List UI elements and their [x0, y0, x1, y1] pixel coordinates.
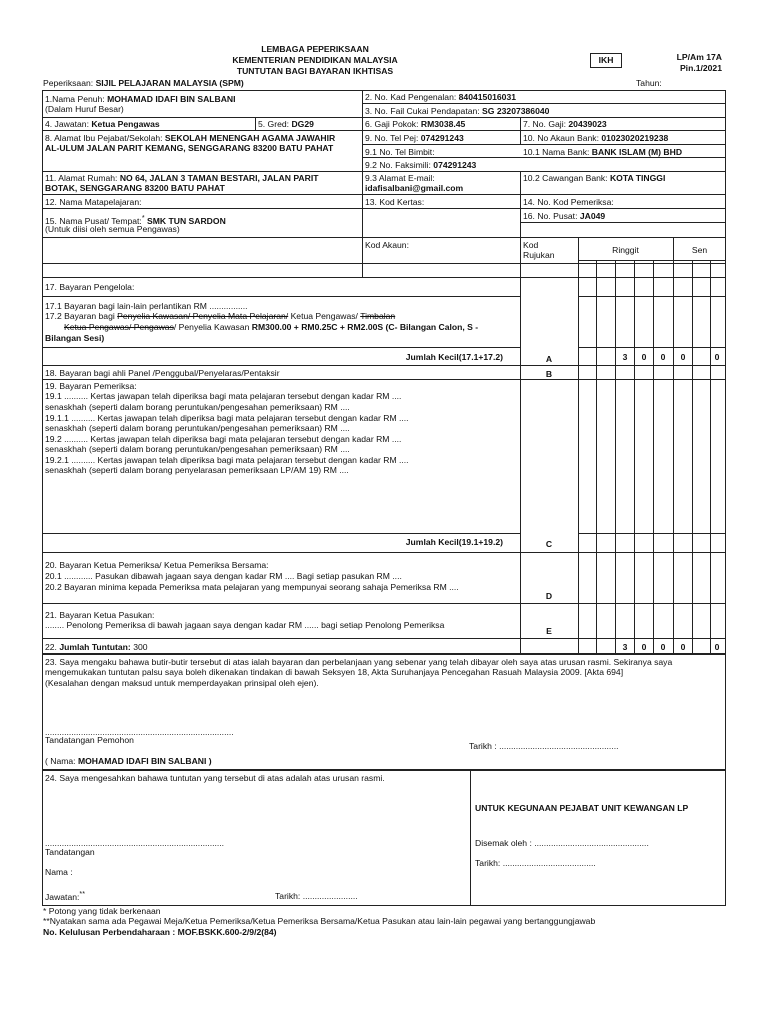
tax-field: 3. No. Fail Cukai Pendapatan: SG 23207386040 — [365, 106, 550, 116]
ic-field: 2. No. Kad Pengenalan: 840415016031 — [365, 92, 517, 102]
sec21-1: ........ Penolong Pemeriksa di bawah jagaan saya dengan kadar RM ...... bagi setiap Penolong Pemeriksa — [45, 620, 445, 630]
code-c: C — [545, 539, 553, 549]
total-digit: 0 — [660, 642, 666, 652]
ikh-box: IKH — [590, 53, 622, 68]
total-digit: 0 — [680, 642, 686, 652]
total-digit: 3 — [622, 642, 628, 652]
code-a: A — [545, 354, 553, 364]
account-code-label: Kod Akaun: — [365, 240, 409, 250]
sec17-digit: 3 — [622, 352, 628, 362]
office-address-line2: AL-ULUM JALAN PARIT KEMANG, SENGGARANG 83200 BATU PAHAT — [45, 143, 334, 153]
grade-field: 5. Gred: DG29 — [258, 119, 314, 129]
sen-header: Sen — [691, 245, 708, 255]
sec19-line: 19.1.1 .......... Kertas jawapan telah diperiksa bagi mata pelajaran tersebut dengan kadar RM .... — [45, 413, 409, 423]
sec19-line: 19.2.1 .......... Kertas jawapan telah diperiksa bagi mata pelajaran tersebut dengan kadar RM .... — [45, 455, 409, 465]
applicant-signature-label: Tandatangan Pemohon — [45, 735, 134, 745]
sec20-1: 20.1 ............ Pasukan dibawah jagaan saya dengan kadar RM .... Bagi setiap pasukan RM .... — [45, 571, 402, 581]
sec19-line: 19.2 .......... Kertas jawapan telah diperiksa bagi mata pelajaran tersebut dengan kadar RM .... — [45, 434, 402, 444]
sec19-line: senaskhah (seperti dalam borang peruntukan/pengesahan pemeriksaan) RM .... — [45, 402, 350, 412]
declaration-line: 23. Saya mengaku bahawa butir-butir tersebut di atas ialah bayaran dan perbelanjaan yang sebenar yang telah dibayar oleh saya atas urusan rasmi. Sekiranya saya — [45, 657, 673, 667]
bank-branch-field: 10.2 Cawangan Bank: KOTA TINGGI — [523, 173, 666, 183]
centre-note: (Untuk diisi oleh semua Pengawas) — [45, 224, 180, 234]
total-digit: 0 — [714, 642, 720, 652]
email-value: idafisalbani@gmail.com — [365, 183, 464, 193]
signature-dots: ............................................................................... — [45, 727, 234, 737]
sec19-title: 19. Bayaran Pemeriksa: — [45, 381, 137, 391]
applicant-name-field: ( Nama: MOHAMAD IDAFI BIN SALBANI ) — [45, 756, 212, 766]
certifier-date-label: Tarikh: ....................... — [275, 891, 358, 901]
declaration-line: (Kesalahan dengan maksud untuk memperdayakan prinsipal oleh ejen). — [45, 678, 319, 688]
year-label: Tahun: — [636, 78, 662, 88]
sec17-1: 17.1 Bayaran bagi lain-lain perlantikan RM ................ — [45, 301, 248, 311]
salary-no-field: 7. No. Gaji: 20439023 — [523, 119, 607, 129]
checked-by-label: Disemak oleh : ................................................ — [475, 838, 649, 848]
sec21-title: 21. Bayaran Ketua Pasukan: — [45, 610, 155, 620]
declaration-line: mengemukakan tuntutan palsu saya boleh dikenakan tindakan di bawah Seksyen 18, Akta Suruhanjaya Pencegahan Rasuah Malaysia 2009. [Akta 694] — [45, 667, 624, 677]
code-b: B — [545, 369, 553, 379]
bank-name-field: 10.1 Nama Bank: BANK ISLAM (M) BHD — [523, 147, 683, 157]
exam-value: SIJIL PELAJARAN MALAYSIA (SPM) — [95, 78, 244, 88]
sec19-line: senaskhah (seperti dalam borang peruntukan/pengesahan pemeriksaan) RM .... — [45, 444, 350, 454]
office-date-label: Tarikh: ....................................... — [475, 858, 596, 868]
certifier-post-label: Jawatan:** — [45, 890, 85, 902]
sec17-digit: 0 — [680, 352, 686, 362]
centre-field: 15. Nama Pusat/ Tempat:* SMK TUN SARDON — [45, 214, 226, 226]
certifier-name-label: Nama : — [45, 867, 73, 877]
certification-line: 24. Saya mengesahkan bahawa tuntutan yang tersebut di atas adalah atas urusan rasmi. — [45, 773, 385, 783]
examiner-code-field: 14. No. Kod Pemeriksa: — [523, 197, 614, 207]
name-note: (Dalam Huruf Besar) — [45, 104, 124, 114]
footnote-2: **Nyatakan sama ada Pegawai Meja/Ketua Pemeriksa/Ketua Pemeriksa Bersama/Ketua Pasukan atau lain-lain pegawai yang bertanggungjawab — [43, 916, 596, 926]
sec17-digit: 0 — [641, 352, 647, 362]
office-use-title: UNTUK KEGUNAAN PEJABAT UNIT KEWANGAN LP — [475, 803, 689, 813]
sec20-2: 20.2 Bayaran minima kepada Pemeriksa mata pelajaran yang mempunyai seorang sahaja Pemeriksa RM .... — [45, 582, 459, 592]
fax-field: 9.2 No. Faksimili: 074291243 — [365, 160, 477, 170]
bank-account-field: 10. No Akaun Bank: 01023020219238 — [523, 133, 669, 143]
mobile-field: 9.1 No. Tel Bimbit: — [365, 147, 435, 157]
sec17-digit: 0 — [714, 352, 720, 362]
sec17-2-end: Bilangan Sesi) — [45, 333, 105, 343]
footnote-1: * Potong yang tidak berkenaan — [43, 906, 161, 916]
total-claim-field: 22. Jumlah Tuntutan: 300 — [45, 642, 148, 652]
sec19-line: senaskhah (seperti dalam borang peruntukan/pengesahan pemeriksaan) RM .... — [45, 423, 350, 433]
ringgit-header: Ringgit — [612, 245, 639, 255]
home-address-field: 11. Alamat Rumah: NO 64, JALAN 3 TAMAN BESTARI, JALAN PARIT — [45, 173, 319, 183]
treasury-approval: No. Kelulusan Perbendaharaan : MOF.BSKK.600-2/9/2(84) — [43, 927, 277, 937]
form-title: TUNTUTAN BAGI BAYARAN IKHTISAS — [236, 66, 394, 76]
sec19-subtotal: Jumlah Kecil(19.1+19.2) — [405, 537, 503, 547]
sec17-subtotal: Jumlah Kecil(17.1+17.2) — [405, 352, 503, 362]
paper-code-field: 13. Kod Kertas: — [365, 197, 425, 207]
total-digit: 0 — [641, 642, 647, 652]
home-address-line2: BOTAK, SENGGARANG 83200 BATU PAHAT — [45, 183, 225, 193]
sec17-digit: 0 — [660, 352, 666, 362]
sec19-line: senaskhah (seperti dalam borang penyelarasan pemeriksaan LP/AM 19) RM .... — [45, 465, 349, 475]
subject-field: 12. Nama Matapelajaran: — [45, 197, 142, 207]
exam-field: Peperiksaan: SIJIL PELAJARAN MALAYSIA (SPM) — [43, 78, 244, 88]
org-title: LEMBAGA PEPERIKSAAN — [261, 44, 369, 54]
code-d: D — [545, 591, 553, 601]
post-field: 4. Jawatan: Ketua Pengawas — [45, 119, 160, 129]
ref-code-label: Kod — [523, 240, 539, 250]
sec20-title: 20. Bayaran Ketua Pemeriksa/ Ketua Pemeriksa Bersama: — [45, 560, 269, 570]
email-label: 9.3 Alamat E-mail: — [365, 173, 435, 183]
sec17-title: 17. Bayaran Pengelola: — [45, 282, 135, 292]
centre-no-field: 16. No. Pusat: JA049 — [523, 211, 606, 221]
salary-field: 6. Gaji Pokok: RM3038.45 — [365, 119, 466, 129]
form-revision: Pin.1/2021 — [679, 63, 722, 73]
sec18-title: 18. Bayaran bagi ahli Panel /Penggubal/Penyelaras/Pentaksir — [45, 368, 280, 378]
office-address-field: 8. Alamat Ibu Pejabat/Sekolah: SEKOLAH MENENGAH AGAMA JAWAHIR — [45, 133, 336, 143]
full-name-field: 1.Nama Penuh: MOHAMAD IDAFI BIN SALBANI — [45, 94, 236, 104]
sec19-line: 19.1 .......... Kertas jawapan telah diperiksa bagi mata pelajaran tersebut dengan kadar RM .... — [45, 391, 402, 401]
ministry-title: KEMENTERIAN PENDIDIKAN MALAYSIA — [232, 55, 398, 65]
applicant-date-label: Tarikh : .................................................. — [469, 741, 619, 751]
sec17-2-cont: Ketua Pengawas/ Pengawas/ Penyelia Kawasan RM300.00 + RM0.25C + RM2.00S (C- Bilangan Calon, S - — [64, 322, 479, 332]
form-code: LP/Am 17A — [676, 52, 722, 62]
ref-code-label-2: Rujukan — [523, 250, 555, 260]
sec17-2: 17.2 Bayaran bagi Penyelia Kawasan/ Penyelia Mata Pelajaran/ Ketua Pengawas/ Timbalan — [45, 311, 396, 321]
certifier-signature-label: Tandatangan — [45, 847, 95, 857]
certifier-dots: ........................................................................... — [45, 838, 225, 848]
office-tel-field: 9. No. Tel Pej: 074291243 — [365, 133, 464, 143]
code-e: E — [546, 626, 552, 636]
